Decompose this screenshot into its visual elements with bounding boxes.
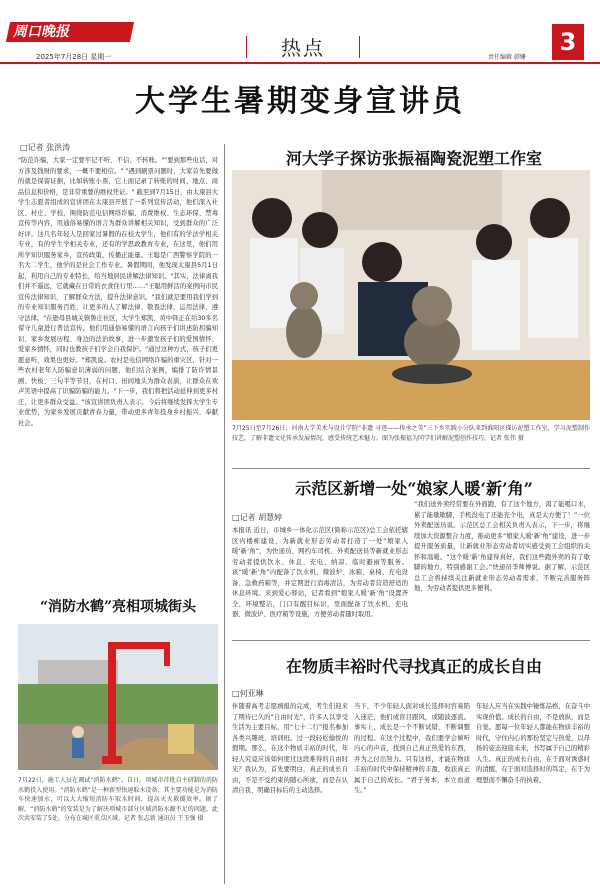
section-title: 热点 [248,32,358,61]
main-headline: 大学生暑期变身宣讲员 [135,84,465,119]
newspaper-logo: 周口晚报 [6,22,134,42]
clay-studio-photo [232,170,590,420]
middle-right-title: 示范区新增一处“娘家人暖‘新’角” [295,479,533,498]
photo-story-caption: 7月22日，施工人员在调试“消防水鹤”。自日，项城市首批自主研制的消防水鹤投入使用。“消防水鹤”是一种新型快速取水设备，其主要功能是为消防车快速加水，可以大大缩短消防车取水时间，提高灭火救援效率。据了解，“消防水鹤”的安装是为了解决项城市部分区域消防水源不足的问题，此次共安装了5处，分布在城区重点区域。记者 张志新 通讯员 王玉强 摄 [18,777,218,822]
issue-date: 2025年7月28日 星期一 [36,53,112,61]
bottom-right-col1: 伴随着高考志愿填报的完成，考生们迎来了期待已久的“自由时光”，许多人以享受生活为主要目标，用“七十二行”报名参加各类兴趣班、培训班。过一段轻松愉悦的假期。那么，在这个物质丰裕的时代，年轻人究竟应该如何度过这段难得的自由时光？我认为，首先要明白，真正的成长自由，不是不受约束的随心所欲，而是在认清自我、明确目标后的主动选择。 [232,703,348,794]
left-article-byline: □记者 张洪涛 [20,143,71,152]
top-right-caption: 7月25日至7月26日，河南大学美术与设计学院“非遗 寻迹——传承之美”三下乡实践小分队来到淮阳区探访泥塑工作室，学习泥塑制作技艺，了解非遗文化传承发展情况，感受传统艺术魅力。图为张振福为同学们讲解泥塑创作技巧。记者 张伟 摄 [232,425,590,442]
bottom-right-byline: □何亚琳 [232,689,264,698]
column-divider [224,144,225,884]
page-number: 3 [552,24,584,60]
editor-credit: 责任编辑 韩姗 [488,54,526,61]
fire-hydrant-photo [18,624,218,770]
top-right-title: 河大学子探访张振福陶瓷泥塑工作室 [285,149,542,168]
bottom-right-col3: 年轻人应当在实践中锤炼品格，在奋斗中实现价值。成长的自由，不是放纵，而是自觉。愿每一位年轻人都能在物质丰裕的时代，守住内心的那份坚定与热爱，以昂扬的姿态迎接未来，书写属于自己的精彩人生。真正的成长自由，在于面对诱惑时的清醒，在于面对选择时的笃定，在于为理想而不懈奋斗的执着。 [476,703,590,784]
section-rule [232,468,590,469]
bottom-right-title: 在物质丰裕时代寻找真正的成长自由 [285,657,542,676]
middle-right-col2: “我们送外卖经常要在外面跑，有了这个地方，渴了能喝口水，累了能歇歇脚，手机没电了还能充个电，真是太方便了！”一位外卖配送员说。示范区总工会相关负责人表示，下一步，将继续加大资源整合力度，推动更多“娘家人暖‘新’角”建设，进一步提升服务质量，让新就业形态劳动者切实感受到工会组织的关怀和温暖。“这个暖‘新’角建得真好，我们这些跑外卖的有了歇脚的地方，特别感谢工会。”快递员李师傅说。据了解，示范区总工会将持续关注新就业形态劳动者需求，不断完善服务阵地，为劳动者提供更多便利。 [414,501,590,592]
masthead-rule [0,62,600,64]
bottom-right-col2: 当下，不少年轻人面对成长选择时容易陷入迷茫，他们或盲目跟风，或随波逐流。事实上，成长是一个不断试错、不断调整的过程。在这个过程中，我们要学会倾听内心的声音，找到自己真正热爱的东西，并为之付出努力。只有这样，才能在物质丰裕的时代中保持精神的丰盈，收获真正属于自己的成长。“君子务本，本立而道生。” [354,703,470,794]
section-rule-2 [232,640,590,641]
middle-right-col1: 本报讯 近日，市城乡一体化示范区(简称示范区)总工会依托辖区内楼栋建设，为新就业形态劳动者打造了一处“娘家人暖‘新’角”，为快递员、网约车司机、外卖配送员等新就业形态劳动者提供饮水、休息、充电、纳凉、临时避雨等服务。该“暖‘新’角”内配备了饮水机、微波炉、冰箱、桌椅、充电设备、急救药箱等，并定期进行消毒清洁，为劳动者营造舒适的休息环境。来到爱心驿站，记者看到“娘家人暖‘新’角”设置齐全，环境整洁，门口有醒目标识，里面配备了饮水机、充电器、微波炉、医疗箱等设施，方便劳动者随时取用。 [232,527,408,618]
left-article-body: "防范诈骗，大家一定要牢记不听、不信、不转账。""要到那些电话，对方涉及钱财的要求，一概不要相信。" "遇到刷票问题时，大家首先要做的就是保留证据，比如转账小票，它上面记录了转账的时间、地点、商品信息和价格，是非常重要的维权凭证。" 截至到7月15日，由太康县大学生志愿者组成的宣讲团在太康县开展了一系列宣传活动，他们深入社区、村庄、学校，围绕防范电信网络诈骗、消费维权、生态环保、禁毒宣传等内容，用通俗易懂的语言为群众讲解相关知识，受到群众的广泛好评。这几名年轻人是回家过暑假的在校大学生，他们有的学法学相关专业，有的学生学相关专业，还有的学思政教育专业，在这里，他们用所学知识服务家乡，宣传政策，传播正能量。王聪是广西警察学院的一名大二学生，他学的是社会工作专业。暑假期间，他发现太康县5月1日起，利用自己的专业特长，给当地居民讲解法律知识。"其实，法律离我们并不遥远，它就藏在日常的衣食住行里……"王聪用鲜活的案例向市民宣传法律知识，了解群众方法，提升法律意识。"我们就是要用我们学到的专业知识服务百姓，让更多的人了解法律、敬畏法律、运用法律、遵守法律。"在逊母县城关镇鲁庄社区，大学生郑凯、黄中铎正在给30多名留守儿童进行普法宣传。他们用通俗易懂的语言向孩子们讲述防拐骗知识、家乡发展历程、身边的法治故事，进一步激发孩子们的爱国情怀、爱家乡情怀，同时也教孩子们学会自我保护。"通过这种方式，孩子们更愿意听，效果也更好。"郑凯说。农村是电信网络诈骗的重灾区，针对一些农村老年人防骗意识薄弱的问题，他们结合案例，编排了防诈情景剧、快板、三句半等节目，在村口、田间地头为群众表演，让群众在欢声笑语中提高了识骗防骗的能力。"下一步，我们将把活动延伸到更多村庄，让更多群众受益。"该宣讲团负责人表示，今后将继续发挥大学生专业优势，为家乡发展贡献青春力量，带动更多青年投身乡村振兴、奉献社会。 [18,157,218,427]
middle-right-byline: □记者 胡慧婷 [232,513,283,522]
photo-story-title: “消防水鹤”亮相项城街头 [39,599,197,615]
